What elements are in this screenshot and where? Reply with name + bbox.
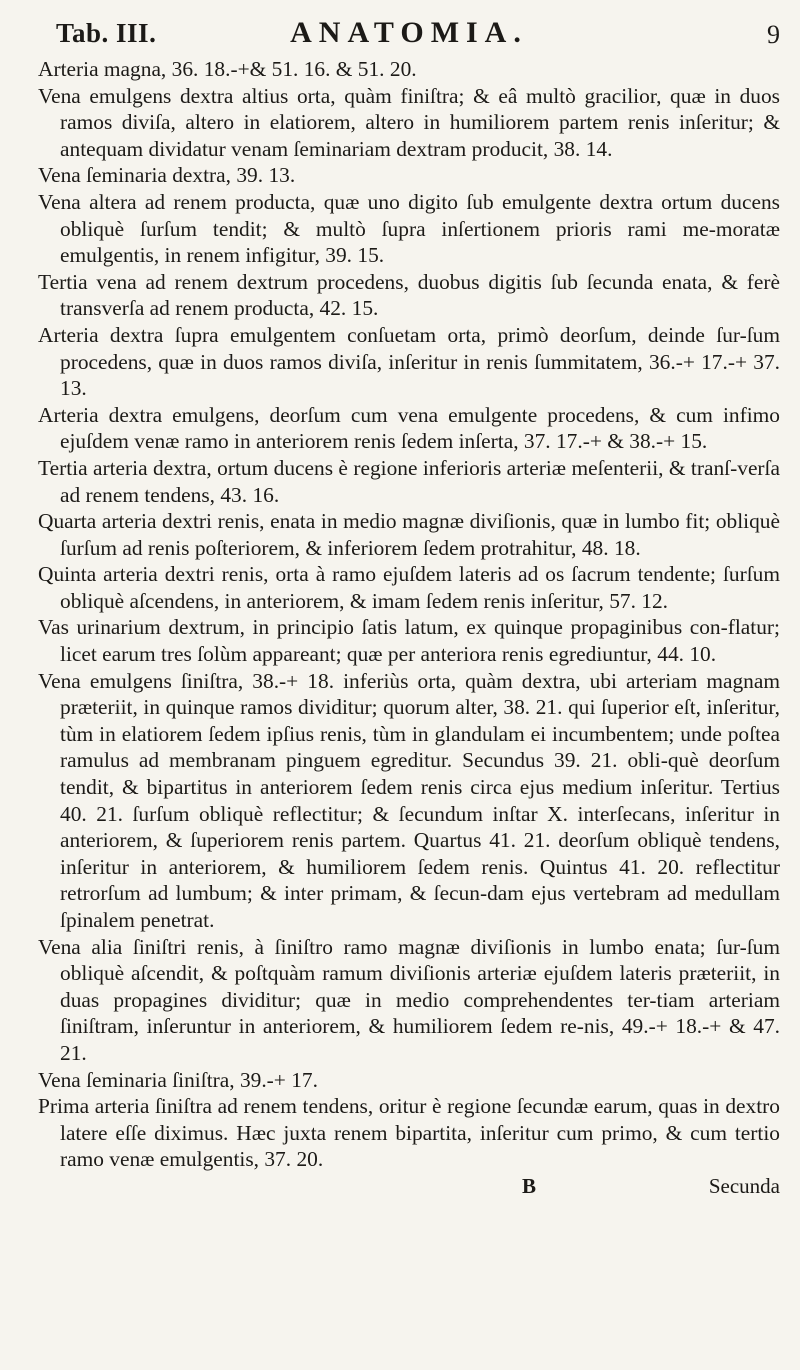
entry-vena-emulgens-dextra: Vena emulgens dextra altius orta, quàm finiſtra; & eâ multò gracilior, quæ in duos ramos diviſa, altero in elatiorem, altero in humiliorem partem renis inſeritur; & antequam dividatur venam ſeminariam dextram producit, 38. 14. [38,83,780,161]
entry-prima-arteria-sinistra: Prima arteria ſiniſtra ad renem tendens, oritur è regione ſecundæ earum, quas in dextro latere eſſe diximus. Hæc juxta renem bipartita, inſeritur cum primo, & cum tertio ramo venæ emulgentis, 37. 20. [38,1094,780,1172]
book-page [38,16,780,1204]
entry-vena-alia-sinistri: Vena alia ſiniſtri renis, à ſiniſtro ramo magnæ diviſionis in lumbo enata; ſur-ſum obliquè aſcendit, & poſtquàm ramum diviſionis arteriæ ejuſdem lateris præteriit, in duas propagines dividitur; quæ in medio comprehendentes ter-tiam arteriam ſiniſtram, inſeruntur in anteriorem, & humiliorem ſedem re-nis, 49.-+ 18.-+ & 47. 21. [38,934,780,1065]
main-text [38,56,780,1173]
entry-tertia-arteria-dextra: Tertia arteria dextra, ortum ducens è regione inferioris arteriæ meſenterii, & tranſ-verſa ad renem tendens, 43. 16. [38,455,780,507]
entry-quarta-arteria: Quarta arteria dextri renis, enata in medio magnæ diviſionis, quæ in lumbo fit; obliquè ſurſum ad renis poſteriorem, & inferiorem ſedem protrahitur, 48. 18. [38,509,780,560]
entry-arteria-dextra-supra: Arteria dextra ſupra emulgentem conſuetam orta, primò deorſum, deinde ſur-ſum procedens, quæ in duos ramos diviſa, inſeritur in renis ſummitatem, 36.-+ 17.-+ 37. 13. [38,322,780,401]
entry-vena-seminaria-sinistra: Vena ſeminaria ſiniſtra, 39.-+ 17. [38,1067,318,1092]
entry-tertia-vena: Tertia vena ad renem dextrum procedens, duobus digitis ſub ſecunda enata, & ferè transverſa ad renem producta, 42. 15. [38,269,780,321]
entry-vena-emulgens-sinistra: Vena emulgens ſiniſtra, 38.-+ 18. inferiùs orta, quàm dextra, ubi arteriam magnam præteriit, in quinque ramos dividitur; quorum alter, 38. 21. qui ſuperior eſt, inſeritur, tùm in elatiorem ſedem ipſius renis, tùm in glandulam ei incumbentem; unde poſtea ramulus ad membranam pinguem egreditur. Secundus 39. 21. obli-què deorſum tendit, & bipartitus in anteriorem ſedem renis circa ejus medium inſeritur. Tertius 40. 21. ſurſum obliquè reflectitur; & ſecundum inſtar X. interſecans, inſeritur in anteriorem, & ſuperiorem renis partem. Quartus 41. 21. deorſum obliquè tendens, inſeritur in anteriorem, & humiliorem ſedem renis. Quintus 41. 20. reflectitur retrorſum ad lumbum; & inter primam, & ſecun-dam ejus vertebram ad medullam ſpinalem penetrat. [38,668,780,932]
running-title: ANATOMIA. [290,16,528,49]
catchword: Secunda [708,1173,780,1198]
entry-vena-seminaria-dextra: Vena ſeminaria dextra, 39. 13. [38,163,296,188]
signature-mark: B [522,1173,537,1198]
entry-arteria-magna: Arteria magna, 36. 18.-+& 51. 16. & 51. 20. [38,57,417,81]
page-number: 9 [767,20,780,49]
running-header [38,16,780,56]
entry-vena-altera: Vena altera ad renem producta, quæ uno digito ſub emulgente dextra ortum ducens obliquè ſurſum tendit; & multò ſupra inſertionem prioris rami me-moratæ emulgentis, in renem infigitur, 39. 15. [38,189,780,268]
entry-quinta-arteria: Quinta arteria dextri renis, orta à ramo ejuſdem lateris ad os ſacrum tendente; ſurſum obliquè aſcendens, in anteriorem, & imam ſedem renis inſeritur, 57. 12. [38,562,780,613]
entry-arteria-dextra-emulgens: Arteria dextra emulgens, deorſum cum vena emulgente procedens, & cum infimo ejuſdem venæ ramo in anteriorem renis ſedem inſerta, 37. 17.-+ & 38.-+ 15. [38,402,780,454]
entry-vas-urinarium: Vas urinarium dextrum, in principio ſatis latum, ex quinque propaginibus con-flatur; licet earum tres ſolùm appareant; quæ per anteriora renis egrediuntur, 44. 10. [38,615,780,667]
page-footer [38,1174,780,1204]
plate-reference: Tab. III. [56,18,157,48]
